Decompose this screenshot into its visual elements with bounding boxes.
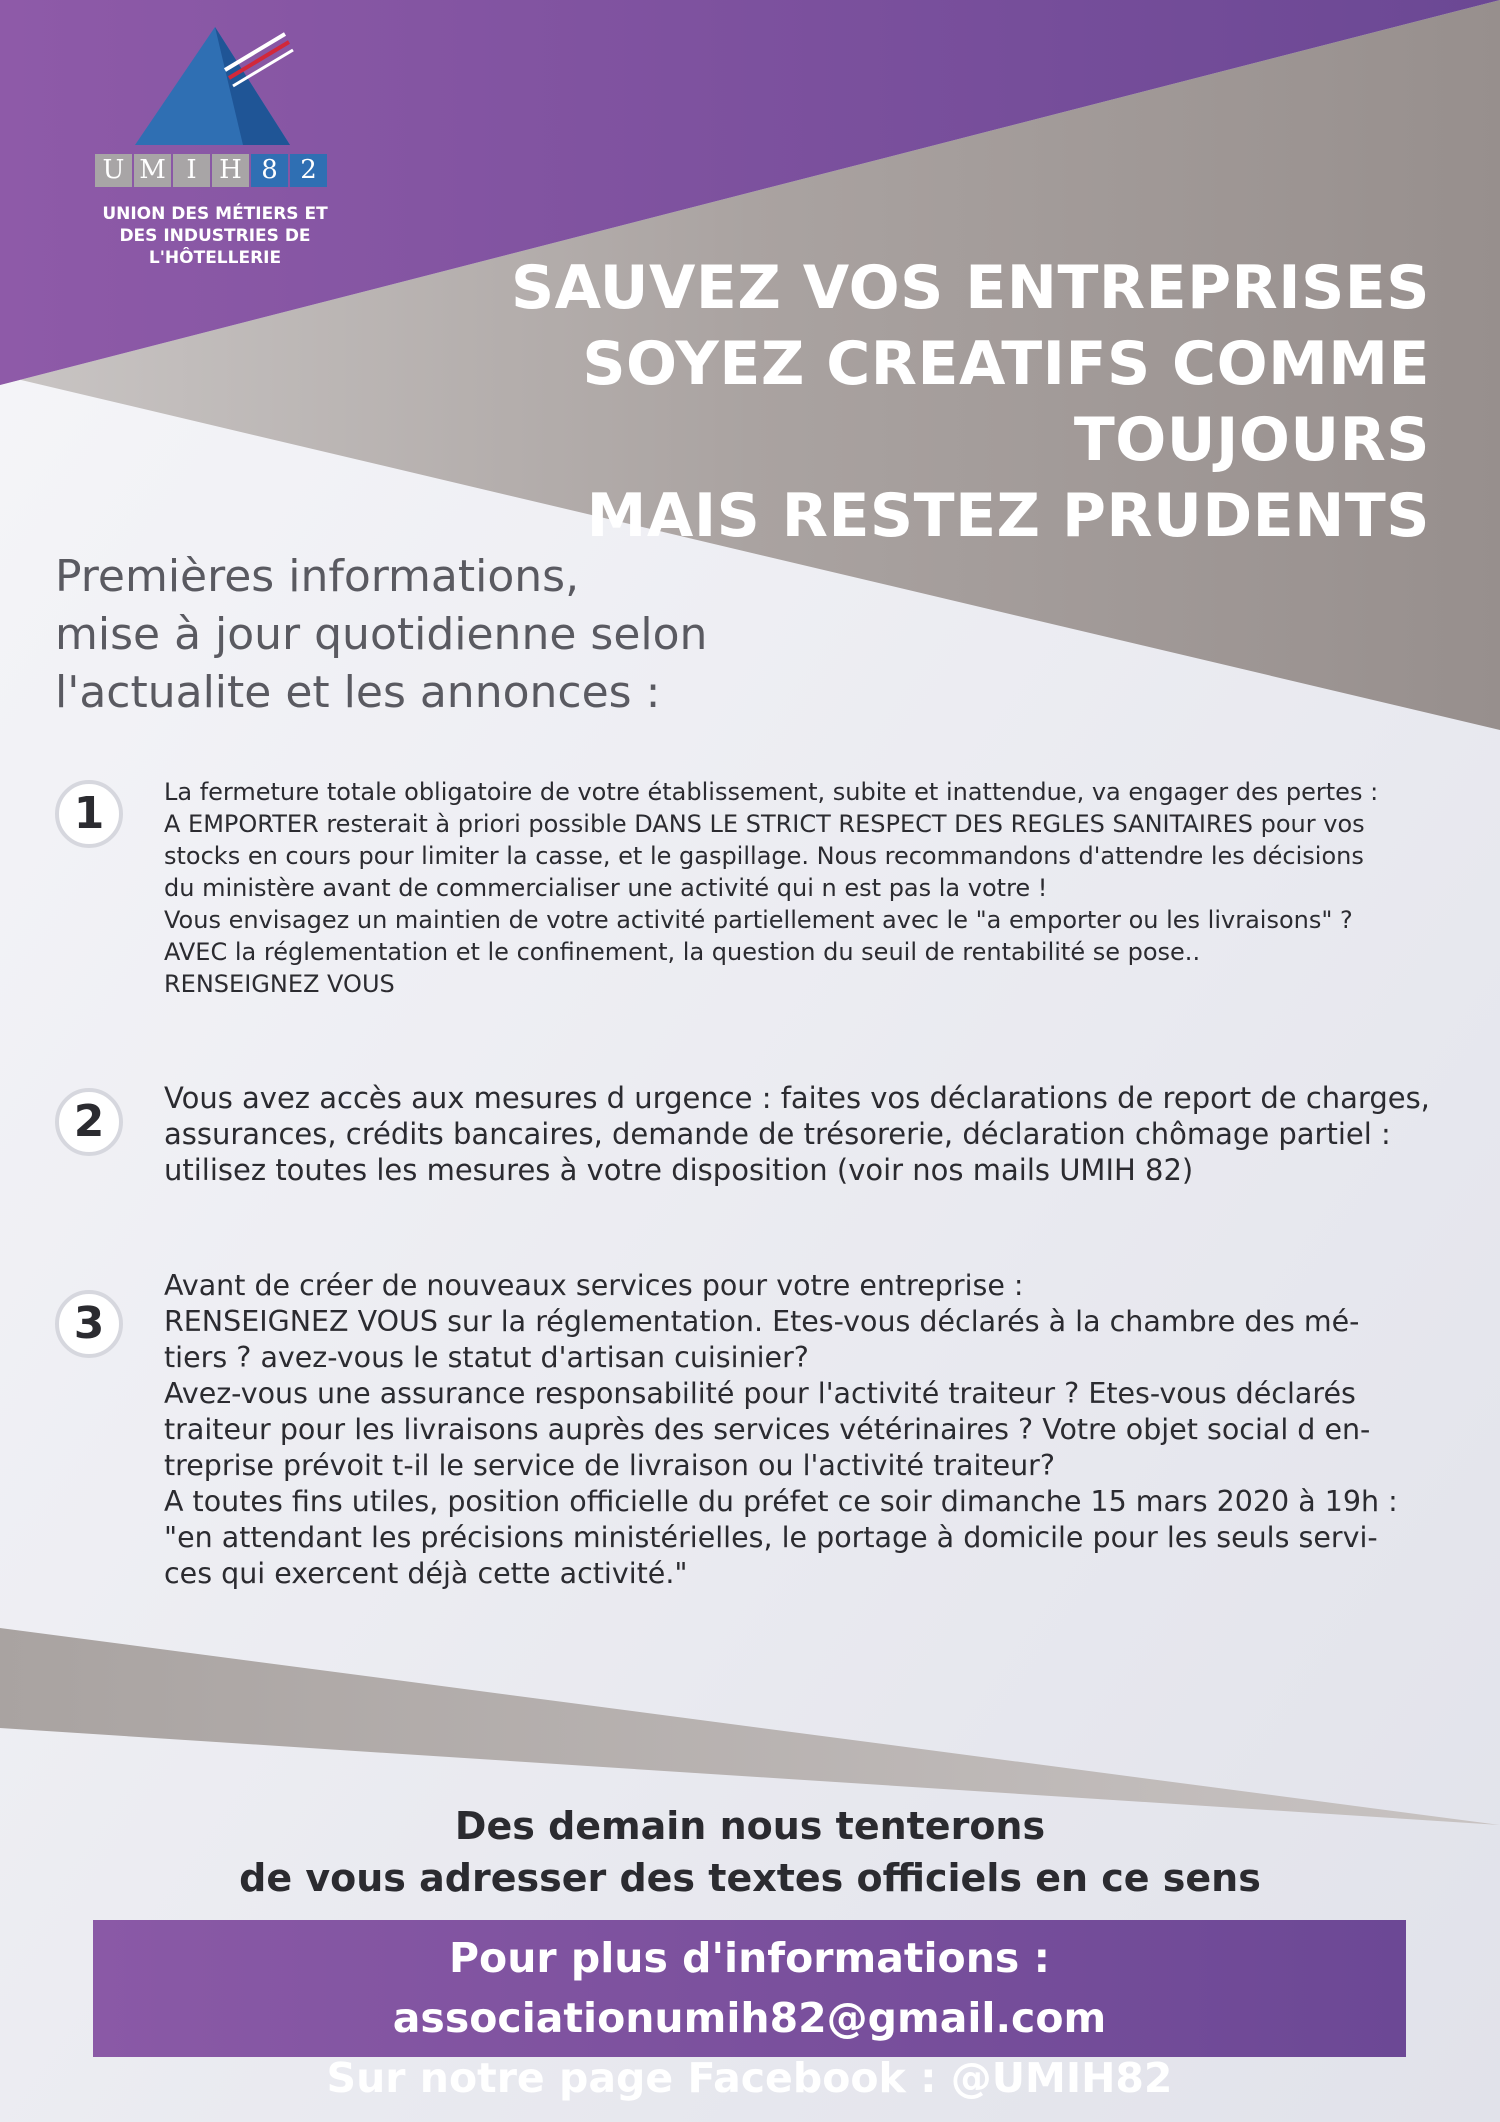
headline-line: MAIS RESTEZ PRUDENTS — [586, 481, 1430, 551]
headline — [230, 250, 1430, 554]
headline-line: SOYEZ CREATIFS COMME TOUJOURS — [582, 329, 1430, 475]
logo-letter: 8 — [251, 154, 288, 187]
umih-logo — [55, 22, 385, 268]
intro-text: Premières informations, mise à jour quotidienne selon l'actualite et les annonces : — [55, 551, 708, 718]
logo-letters — [95, 154, 327, 187]
step-number: 3 — [55, 1290, 123, 1358]
step-number: 1 — [55, 780, 123, 848]
step-text: La fermeture totale obligatoire de votre établissement, subite et inattendue, va engager des pertes : A EMPORTER resterait à priori possible DANS LE STRICT RESPECT DES REGLES SANITAIRES pour vos stocks en cours pour limiter la casse, et le gaspillage. Nous recommandons d'attendre les décisions du ministère avant de commercialiser une activité qui n est pas la votre ! Vous envisagez un maintien de votre activité partiellement avec le "a emporter ou les livraisons" ? AVEC la réglementation et le confinement, la question du seuil de rentabilité se pose.. RENSEIGNEZ VOUS — [164, 778, 1379, 998]
logo-letter: I — [173, 154, 210, 187]
logo-letter: H — [212, 154, 249, 187]
contact-facebook-line[interactable]: Sur notre page Facebook : @UMIH82 — [326, 2054, 1173, 2102]
logo-letter: M — [134, 154, 171, 187]
step-text: Vous avez accès aux mesures d urgence : faites vos déclarations de report de charges, assurances, crédits bancaires, demande de trésorerie, déclaration chômage partiel : utilisez toutes les mesures à votre disposition (voir nos mails UMIH 82) — [164, 1081, 1430, 1187]
headline-line: SAUVEZ VOS ENTREPRISES — [510, 253, 1430, 323]
step-number: 2 — [55, 1088, 123, 1156]
contact-email-line[interactable]: Pour plus d'informations : associationumih82@gmail.com — [392, 1934, 1107, 2042]
closing-message: Des demain nous tenterons de vous adresser des textes officiels en ce sens — [239, 1804, 1261, 1900]
logo-letter: 2 — [290, 154, 327, 187]
contact-banner — [93, 1920, 1406, 2102]
logo-letter: U — [95, 154, 132, 187]
pyramid-icon — [135, 22, 305, 147]
step-text: Avant de créer de nouveaux services pour votre entreprise : RENSEIGNEZ VOUS sur la réglementation. Etes-vous déclarés à la chambre des mé- tiers ? avez-vous le statut d'artisan cuisinier? Avez-vous une assurance responsabilité pour l'activité traiteur ? Etes-vous déclarés traiteur pour les livraisons auprès des services vétérinaires ? Votre objet social d en- treprise prévoit t-il le service de livraison ou l'activité traiteur? A toutes fins utiles, position officielle du préfet ce soir dimanche 15 mars 2020 à 19h : "en attendant les précisions ministérielles, le portage à domicile pour les seuls servi- ces qui exercent déjà cette activité." — [164, 1269, 1398, 1590]
logo-tagline: UNION DES MÉTIERS ET DES INDUSTRIES DE L'HÔTELLERIE — [102, 204, 328, 268]
